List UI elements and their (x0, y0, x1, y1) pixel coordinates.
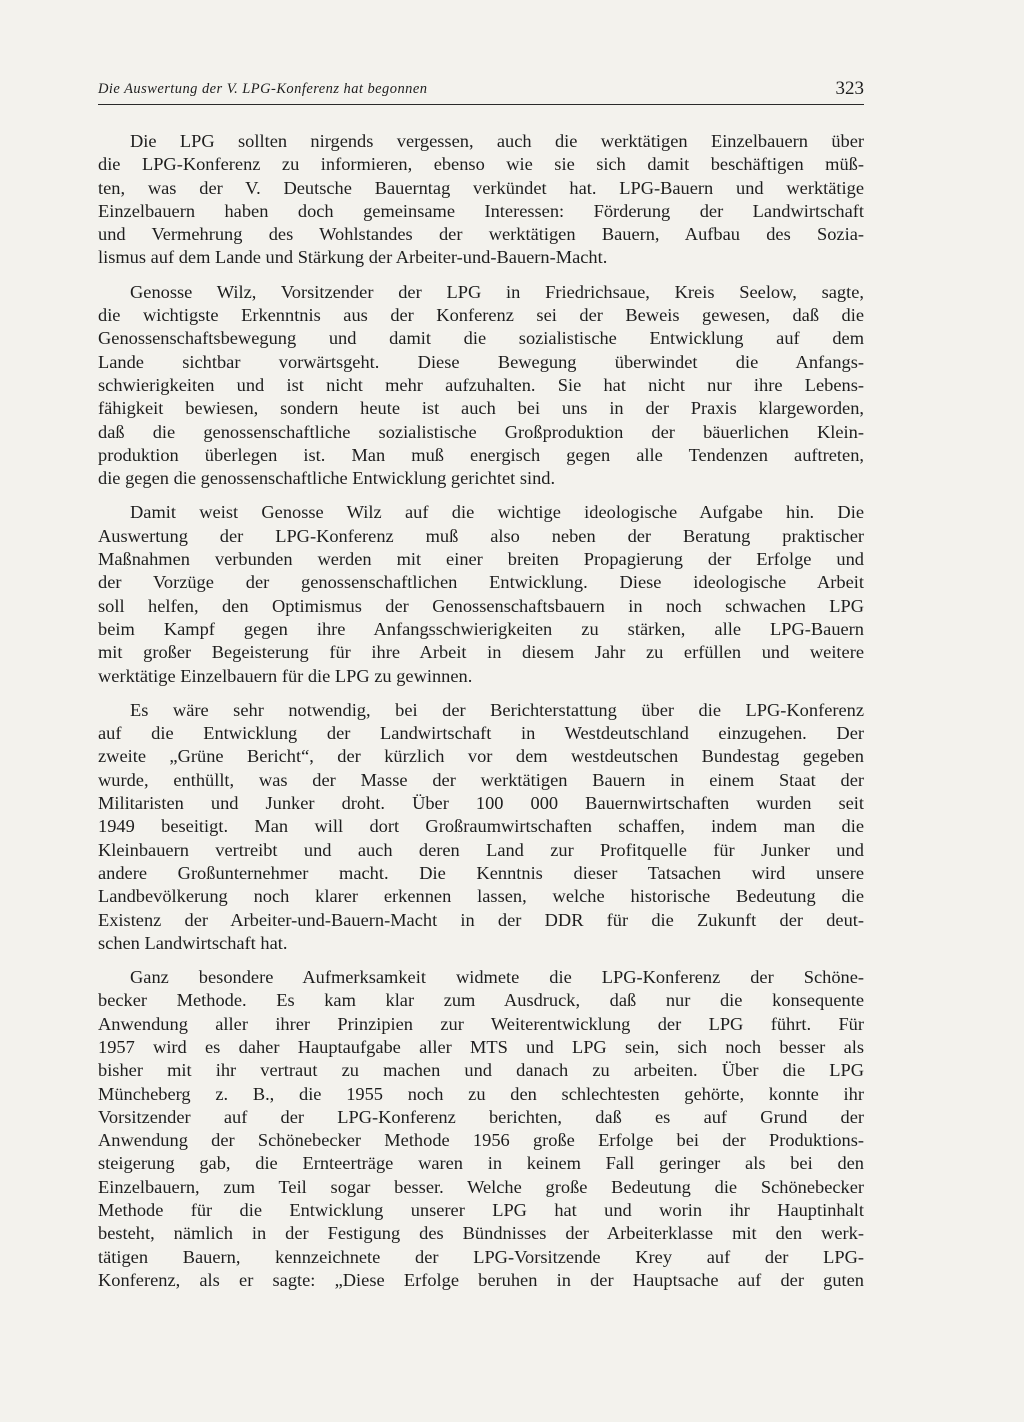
text-line: schwierigkeiten und ist nicht mehr aufzuhalten. Sie hat nicht nur ihre Lebens- (98, 374, 864, 395)
text-line: Anwendung aller ihrer Prinzipien zur Weiterentwicklung der LPG führt. Für (98, 1013, 864, 1034)
text-line: die LPG-Konferenz zu informieren, ebenso wie sie sich damit beschäftigen müß- (98, 154, 864, 175)
text-line: Die LPG sollten nirgends vergessen, auch die werktätigen Einzelbauern über (130, 131, 864, 151)
text-line: Existenz der Arbeiter-und-Bauern-Macht in der DDR für die Zukunft der deut- (98, 909, 864, 930)
text-line: Militaristen und Junker droht. Über 100 000 Bauernwirtschaften wurden seit (98, 793, 864, 814)
text-line: beim Kampf gegen ihre Anfangsschwierigkeiten zu stärken, alle LPG-Bauern (98, 618, 864, 639)
text-line: fähigkeit bewiesen, sondern heute ist auch bei uns in der Praxis klargeworden, (98, 398, 864, 419)
body-text (98, 130, 864, 1303)
text-line: 1957 wird es daher Hauptaufgabe aller MTS und LPG sein, sich noch besser als (98, 1036, 864, 1057)
text-line: daß die genossenschaftliche sozialistische Großproduktion der bäuerlichen Klein- (98, 421, 864, 442)
text-line: steigerung gab, die Ernteerträge waren in keinem Fall geringer als bei den (98, 1153, 864, 1174)
text-line: Vorsitzender auf der LPG-Konferenz berichten, daß es auf Grund der (98, 1106, 864, 1127)
text-line: tätigen Bauern, kennzeichnete der LPG-Vorsitzende Krey auf der LPG- (98, 1246, 864, 1267)
text-line: Genosse Wilz, Vorsitzender der LPG in Friedrichsaue, Kreis Seelow, sagte, (130, 281, 864, 302)
paragraph (98, 966, 864, 1292)
running-title: Die Auswertung der V. LPG-Konferenz hat begonnen (98, 81, 428, 97)
text-line: Anwendung der Schönebecker Methode 1956 große Erfolge bei der Produktions- (98, 1130, 864, 1151)
text-line: die wichtigste Erkenntnis aus der Konferenz sei der Beweis gewesen, daß die (98, 305, 864, 326)
text-line: Ganz besondere Aufmerksamkeit widmete die LPG-Konferenz der Schöne- (130, 967, 864, 988)
text-line: Methode für die Entwicklung unserer LPG hat und worin ihr Hauptinhalt (98, 1200, 864, 1221)
text-line: Kleinbauern vertreibt und auch deren Land zur Profitquelle für Junker und (98, 839, 864, 860)
paragraph (98, 699, 864, 955)
text-line: Damit weist Genosse Wilz auf die wichtige ideologische Aufgabe hin. Die (130, 502, 864, 523)
text-line: wurde, enthüllt, was der Masse der werktätigen Bauern in einem Staat der (98, 769, 864, 790)
paragraph (98, 281, 864, 491)
text-line: Landbevölkerung noch klarer erkennen lassen, welche historische Bedeutung die (98, 886, 864, 907)
text-line: zweite „Grüne Bericht“, der kürzlich vor dem westdeutschen Bundestag gegeben (98, 746, 864, 767)
page-number: 323 (835, 78, 864, 99)
text-line: Lande sichtbar vorwärtsgeht. Diese Bewegung überwindet die Anfangs- (98, 351, 864, 372)
text-line: der Vorzüge der genossenschaftlichen Entwicklung. Diese ideologische Arbeit (98, 572, 864, 593)
text-line: soll helfen, den Optimismus der Genossenschaftsbauern in noch schwachen LPG (98, 595, 864, 616)
text-line: andere Großunternehmer macht. Die Kenntnis dieser Tatsachen wird unsere (98, 862, 864, 883)
paragraph (98, 501, 864, 687)
header-rule (98, 104, 864, 105)
text-line: auf die Entwicklung der Landwirtschaft in Westdeutschland einzugehen. Der (98, 723, 864, 744)
text-line: lismus auf dem Lande und Stärkung der Arbeiter-und-Bauern-Macht. (98, 247, 608, 268)
text-line: schen Landwirtschaft hat. (98, 932, 288, 953)
text-line: Müncheberg z. B., die 1955 noch zu den schlechtesten gehörte, konnte ihr (98, 1083, 864, 1104)
text-line: bisher mit ihr vertraut zu machen und danach zu arbeiten. Über die LPG (98, 1060, 864, 1081)
text-line: ten, was der V. Deutsche Bauerntag verkündet hat. LPG-Bauern und werktätige (98, 177, 864, 198)
text-line: produktion überlegen ist. Man muß energisch gegen alle Tendenzen auftreten, (98, 444, 864, 465)
text-line: Maßnahmen verbunden werden mit einer breiten Propagierung der Erfolge und (98, 549, 864, 570)
text-line: becker Methode. Es kam klar zum Ausdruck, daß nur die konsequente (98, 990, 864, 1011)
text-line: mit großer Begeisterung für ihre Arbeit in diesem Jahr zu erfüllen und weitere (98, 642, 864, 663)
text-line: Einzelbauern haben doch gemeinsame Interessen: Förderung der Landwirtschaft (98, 200, 864, 221)
page-header (98, 78, 864, 102)
text-line: die gegen die genossenschaftliche Entwicklung gerichtet sind. (98, 468, 556, 489)
text-line: Auswertung der LPG-Konferenz muß also neben der Beratung praktischer (98, 525, 864, 546)
text-line: 1949 beseitigt. Man will dort Großraumwirtschaften schaffen, indem man die (98, 816, 864, 837)
text-line: Es wäre sehr notwendig, bei der Berichterstattung über die LPG-Konferenz (130, 699, 864, 720)
text-line: und Vermehrung des Wohlstandes der werktätigen Bauern, Aufbau des Sozia- (98, 224, 864, 245)
text-line: werktätige Einzelbauern für die LPG zu gewinnen. (98, 665, 473, 686)
text-line: besteht, nämlich in der Festigung des Bündnisses der Arbeiterklasse mit den werk- (98, 1223, 864, 1244)
text-line: Konferenz, als er sagte: „Diese Erfolge beruhen in der Hauptsache auf der guten (98, 1269, 864, 1290)
paragraph (98, 130, 864, 270)
text-line: Genossenschaftsbewegung und damit die sozialistische Entwicklung auf dem (98, 328, 864, 349)
text-line: Einzelbauern, zum Teil sogar besser. Welche große Bedeutung die Schönebecker (98, 1176, 864, 1197)
